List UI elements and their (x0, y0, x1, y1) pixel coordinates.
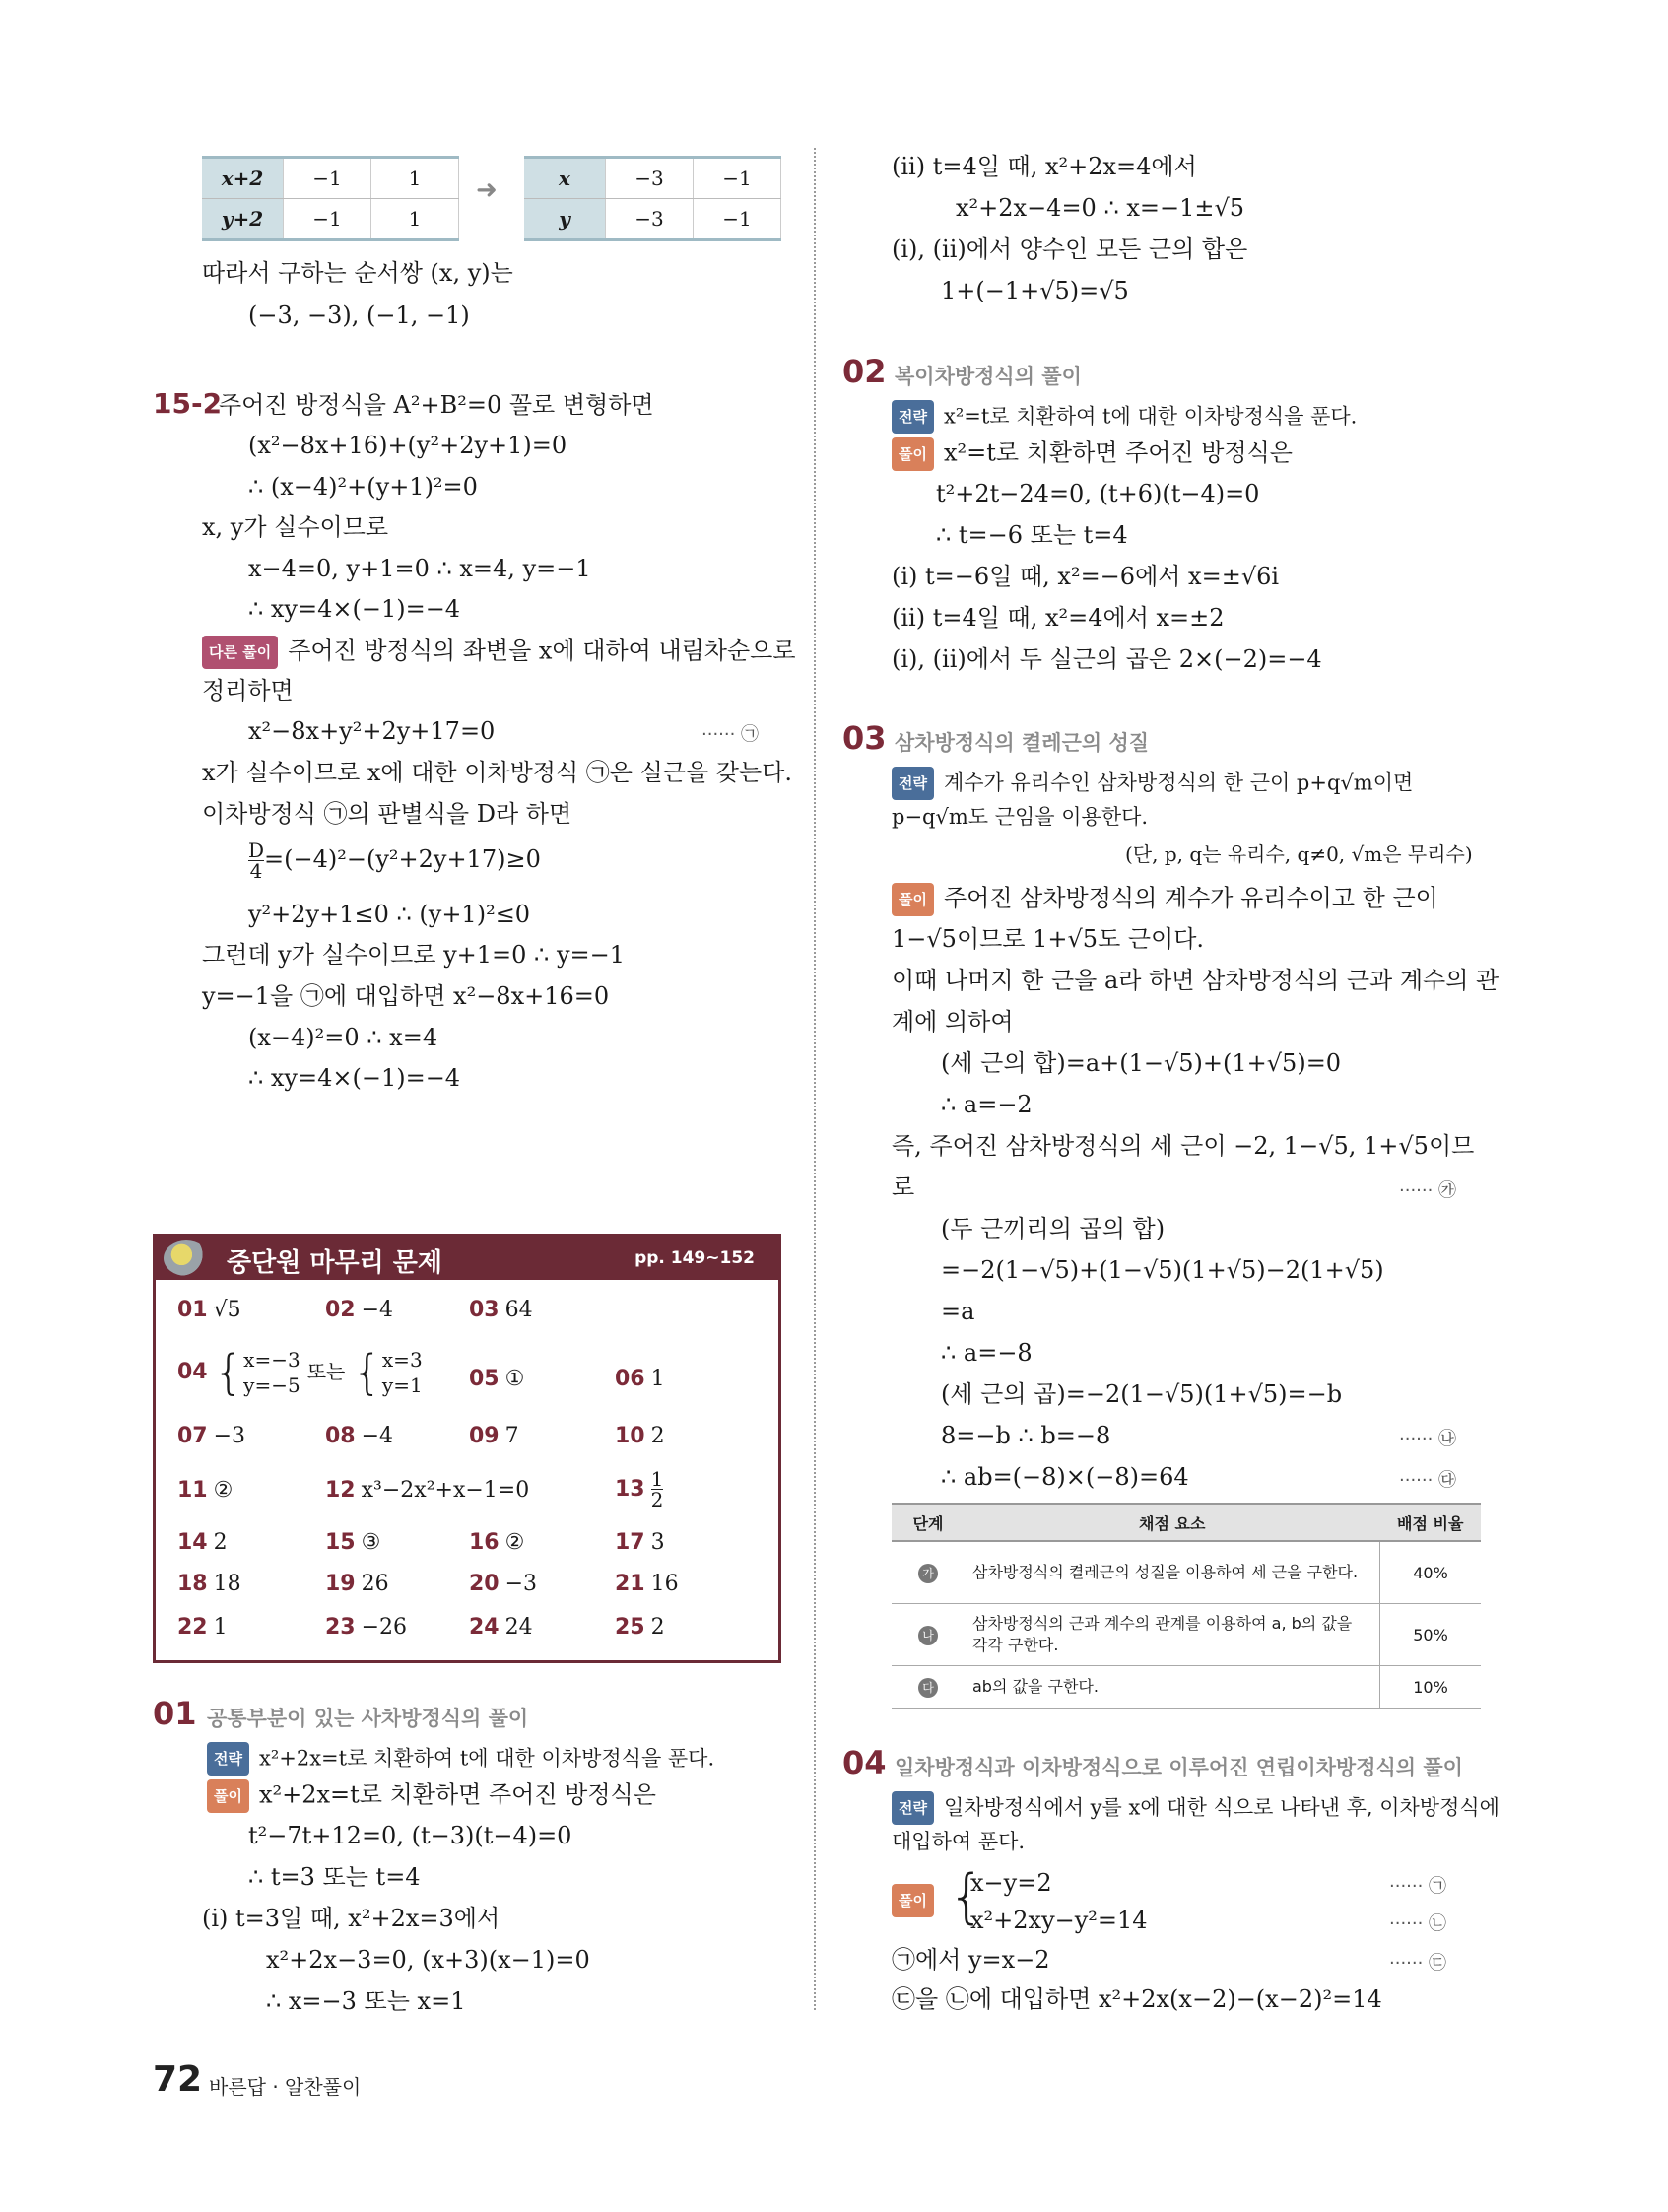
answer-item: 13 $\frac{1}{2}$ (615, 1467, 664, 1511)
table-cell: 50% (1380, 1604, 1482, 1666)
answer-item: 14 2 (177, 1530, 228, 1555)
text-line: ∴ (x−4)²+(y+1)²=0 (248, 473, 478, 501)
table-cell: 나 (892, 1604, 965, 1666)
equation-marker: ······ ㉠ (701, 724, 760, 745)
table-cell: 삼차방정식의 켤레근의 성질을 이용하여 세 근을 구한다. (965, 1541, 1380, 1604)
answer-item: 12 x³−2x²+x−1=0 (325, 1478, 530, 1503)
system-brace: { (948, 1862, 986, 1931)
text-line: x−y=2 (970, 1869, 1052, 1897)
answer-item: 02 −4 (325, 1298, 394, 1322)
text-line: ∴ t=3 또는 t=4 (248, 1863, 421, 1891)
table-row (892, 1541, 1481, 1604)
text-line: 정리하면 (202, 677, 294, 704)
answer-item: 21 16 (615, 1572, 679, 1596)
answer-item: 09 7 (469, 1424, 519, 1448)
text-line: 주어진 삼차방정식의 계수가 유리수이고 한 근이 (943, 884, 1438, 912)
text-line: (ii) t=4일 때, x²=4에서 x=±2 (892, 604, 1225, 632)
table-cell: 삼차방정식의 근과 계수의 관계를 이용하여 a, b의 값을 각각 구한다. (965, 1604, 1380, 1666)
text-line: (i), (ii)에서 두 실근의 곱은 2×(−2)=−4 (892, 645, 1322, 673)
fraction-numerator: D (248, 838, 265, 862)
fraction (248, 840, 264, 881)
text-line: x−4=0, y+1=0 ∴ x=4, y=−1 (248, 555, 591, 582)
text-line: x²+2x−3=0, (x+3)(x−1)=0 (266, 1946, 590, 1974)
text-line: 대입하여 푼다. (892, 1830, 1026, 1853)
table-cell: y (524, 199, 606, 240)
column-header: 단계 (892, 1504, 965, 1541)
text-line: (ii) t=4일 때, x²+2x=4에서 (892, 153, 1197, 180)
strategy-tag: 전략 (207, 1742, 249, 1776)
solution-tag: 풀이 (207, 1779, 249, 1813)
table-cell: 가 (892, 1541, 965, 1604)
text-line: (x−4)²=0 ∴ x=4 (248, 1024, 438, 1051)
equation-marker: ······ ㉰ (1399, 1470, 1457, 1491)
solution-tag: 풀이 (892, 437, 934, 471)
answer-item: 05 ① (469, 1367, 525, 1391)
section-title: 일차방정식과 이차방정식으로 이루어진 연립이차방정식의 풀이 (895, 1756, 1463, 1779)
answer-item: 08 −4 (325, 1424, 394, 1448)
text-line: 1−√5이므로 1+√5도 근이다. (892, 925, 1205, 953)
text-line: t²+2t−24=0, (t+6)(t−4)=0 (936, 480, 1260, 507)
table-header-row (892, 1504, 1481, 1541)
table-substitution (202, 156, 459, 241)
answer-item: 19 26 (325, 1572, 389, 1596)
text-line: p−q√m도 근임을 이용한다. (892, 805, 1149, 829)
problem-number: 02 (842, 353, 887, 390)
text-line: (두 근끼리의 곱의 합) (941, 1215, 1166, 1242)
problem-number: 01 (153, 1695, 197, 1732)
text-line: (세 근의 곱)=−2(1−√5)(1+√5)=−b (941, 1380, 1343, 1408)
text-line: ㉢을 ㉡에 대입하면 x²+2x(x−2)−(x−2)²=14 (892, 1985, 1382, 2013)
answer-item: 06 1 (615, 1367, 665, 1391)
text-line: ㉠에서 y=x−2 (892, 1946, 1050, 1974)
text-line: x²=t로 치환하면 주어진 방정식은 (943, 438, 1293, 467)
answer-item: 24 24 (469, 1615, 533, 1640)
text-line (892, 1791, 1500, 1825)
answer-item: 23 −26 (325, 1615, 408, 1640)
table-solution (524, 156, 781, 241)
table-row (892, 1666, 1481, 1709)
answer-item: 16 ② (469, 1530, 525, 1555)
solution-tag: 풀이 (892, 1884, 934, 1917)
answer-item: 18 18 (177, 1572, 241, 1596)
text-line: x²+2x=t로 치환하면 주어진 방정식은 (258, 1780, 656, 1809)
review-header (156, 1237, 778, 1280)
text-line: (i) t=−6일 때, x²=−6에서 x=±√6i (892, 563, 1280, 590)
text-line: y²+2y+1≤0 ∴ (y+1)²≤0 (248, 901, 531, 928)
answer-item: 17 3 (615, 1530, 665, 1555)
text-line: 따라서 구하는 순서쌍 (x, y)는 (202, 259, 513, 287)
answer-item: 22 1 (177, 1615, 228, 1640)
text-line: 즉, 주어진 삼차방정식의 세 근이 −2, 1−√5, 1+√5이므 (892, 1132, 1475, 1160)
text-line: 주어진 방정식의 좌변을 x에 대하여 내림차순으로 (288, 637, 796, 665)
solution-tag: 풀이 (892, 883, 934, 916)
text-line: 이때 나머지 한 근을 a라 하면 삼차방정식의 근과 계수의 관 (892, 967, 1500, 994)
table-row (524, 158, 781, 199)
text-line: (i) t=3일 때, x²+2x=3에서 (202, 1905, 500, 1932)
text-line: (−3, −3), (−1, −1) (248, 302, 470, 329)
text-line (207, 1742, 714, 1776)
text-line (248, 840, 541, 881)
text-line: 계에 의하여 (892, 1008, 1014, 1036)
fraction-denominator: 4 (249, 859, 263, 883)
text-line (892, 437, 1293, 471)
table-cell: 다 (892, 1666, 965, 1709)
strategy-tag: 전략 (892, 400, 934, 434)
table-row (202, 199, 459, 240)
table-cell: y+2 (202, 199, 284, 240)
text-line: 일차방정식에서 y를 x에 대한 식으로 나타낸 후, 이차방정식에 (943, 1795, 1500, 1820)
equation-marker: ······ ㉢ (1389, 1953, 1447, 1974)
text-line: ∴ xy=4×(−1)=−4 (248, 1064, 461, 1092)
problem-number: 03 (842, 719, 887, 757)
review-title: 중단원 마무리 문제 (227, 1248, 443, 1278)
page-number: 72 (153, 2059, 203, 2100)
text-line (892, 767, 1413, 800)
text-line: 주어진 방정식을 A²+B²=0 꼴로 변형하면 (219, 391, 654, 419)
text-line: 계수가 유리수인 삼차방정식의 한 근이 p+q√m이면 (943, 771, 1414, 795)
text-line: ∴ t=−6 또는 t=4 (936, 521, 1128, 549)
column-divider (814, 148, 816, 2010)
text-line: ∴ xy=4×(−1)=−4 (248, 595, 461, 623)
table-row (524, 199, 781, 240)
text-line: =(−4)²−(y²+2y+17)≥0 (264, 845, 541, 873)
equation-marker: ······ ㉯ (1399, 1429, 1457, 1449)
text-line: ∴ x=−3 또는 x=1 (266, 1987, 466, 2015)
table-cell: −1 (284, 199, 371, 240)
table-cell: x+2 (202, 158, 284, 199)
table-cell: ab의 값을 구한다. (965, 1666, 1380, 1709)
answer-item: 25 2 (615, 1615, 665, 1640)
text-line: 1+(−1+√5)=√5 (941, 277, 1129, 304)
text-line (892, 883, 1438, 916)
section-title: 삼차방정식의 켤레근의 성질 (895, 731, 1150, 755)
alt-solution-tag: 다른 풀이 (202, 636, 278, 669)
column-header: 배점 비율 (1380, 1504, 1482, 1541)
text-line: =−2(1−√5)+(1−√5)(1+√5)−2(1+√5) (941, 1256, 1384, 1284)
text-line: x²+2xy−y²=14 (970, 1907, 1148, 1934)
text-line (202, 636, 796, 669)
review-pages: pp. 149~152 (634, 1248, 755, 1268)
equation-marker: ······ ㉮ (1399, 1180, 1457, 1201)
text-line: 이차방정식 ㉠의 판별식을 D라 하면 (202, 800, 572, 828)
answer-item: 11 ② (177, 1478, 234, 1503)
text-line: x²+2x=t로 치환하여 t에 대한 이차방정식을 푼다. (258, 1746, 715, 1771)
text-line (892, 400, 1357, 434)
decoration-icon (164, 1240, 209, 1276)
text-line: x가 실수이므로 x에 대한 이차방정식 ㉠은 실근을 갖는다. (202, 759, 792, 786)
text-line: y=−1을 ㉠에 대입하면 x²−8x+16=0 (202, 982, 610, 1010)
section-title: 복이차방정식의 풀이 (895, 365, 1082, 388)
arrow-right-icon: ➜ (476, 175, 498, 205)
table-cell: x (524, 158, 606, 199)
table-cell: 1 (371, 199, 459, 240)
answer-item: 03 64 (469, 1298, 533, 1322)
table-cell: −1 (694, 199, 781, 240)
answer-item: 20 −3 (469, 1572, 538, 1596)
answer-item: 10 2 (615, 1424, 665, 1448)
table-cell: 10% (1380, 1666, 1482, 1709)
table-cell: 1 (371, 158, 459, 199)
text-line: x²=t로 치환하여 t에 대한 이차방정식을 푼다. (943, 404, 1358, 429)
text-line: x²+2x−4=0 ∴ x=−1±√5 (956, 194, 1245, 222)
text-line: =a (941, 1298, 975, 1325)
text-line: 8=−b ∴ b=−8 (941, 1422, 1111, 1449)
text-line: t²−7t+12=0, (t−3)(t−4)=0 (248, 1822, 572, 1849)
table-cell: 40% (1380, 1541, 1482, 1604)
text-line: (i), (ii)에서 양수인 모든 근의 합은 (892, 235, 1248, 263)
table-cell: −1 (284, 158, 371, 199)
text-line: 그런데 y가 실수이므로 y+1=0 ∴ y=−1 (202, 941, 625, 969)
column-header: 채점 요소 (965, 1504, 1380, 1541)
problem-number: 15-2 (153, 387, 223, 420)
review-answers-box (153, 1234, 781, 1663)
scoring-table (892, 1503, 1481, 1709)
answer-item: 07 −3 (177, 1424, 246, 1448)
text-line: ∴ a=−2 (941, 1091, 1033, 1118)
table-cell: −3 (606, 199, 694, 240)
text-line: (x²−8x+16)+(y²+2y+1)=0 (248, 432, 567, 459)
section-title: 공통부분이 있는 사차방정식의 풀이 (207, 1707, 529, 1730)
answer-item: 04 { x=−3 y=−5 또는 { x=3 y=1 (177, 1345, 423, 1400)
strategy-tag: 전략 (892, 1791, 934, 1825)
answer-item: 15 ③ (325, 1530, 381, 1555)
text-line: (단, p, q는 유리수, q≠0, √m은 무리수) (1125, 842, 1473, 866)
table-row (202, 158, 459, 199)
strategy-tag: 전략 (892, 767, 934, 800)
text-line: ∴ a=−8 (941, 1339, 1033, 1367)
table-row (892, 1604, 1481, 1666)
equation-marker: ······ ㉡ (1389, 1913, 1447, 1934)
equation-marker: ······ ㉠ (1389, 1876, 1447, 1897)
footer-text: 바른답 · 알찬풀이 (209, 2075, 362, 2099)
text-line: ∴ ab=(−8)×(−8)=64 (941, 1463, 1189, 1491)
text-line: x, y가 실수이므로 (202, 513, 389, 541)
problem-number: 04 (842, 1744, 887, 1781)
text-line: x²−8x+y²+2y+17=0 (248, 717, 496, 745)
table-cell: −3 (606, 158, 694, 199)
text-line: (세 근의 합)=a+(1−√5)+(1+√5)=0 (941, 1049, 1342, 1077)
answer-item: 01 √5 (177, 1298, 241, 1322)
table-cell: −1 (694, 158, 781, 199)
text-line (892, 1884, 944, 1917)
text-line (207, 1779, 656, 1813)
text-line: 로 (892, 1173, 915, 1201)
